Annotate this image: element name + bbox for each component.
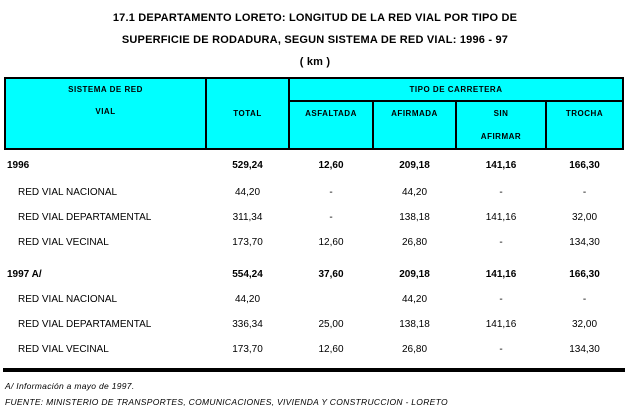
row-label: RED VIAL NACIONAL (18, 294, 118, 305)
table-header (5, 78, 623, 149)
value-cell: 138,18 (399, 212, 430, 223)
header-trocha (546, 101, 623, 149)
header-afirmada (373, 101, 456, 149)
value-cell: 12,60 (318, 237, 344, 248)
row-label: 1996 (7, 159, 30, 171)
table-row (5, 180, 623, 205)
value-cell: 209,18 (399, 159, 430, 171)
title-line-2: SUPERFICIE DE RODADURA, SEGUN SISTEMA DE RED VIAL: 1996 - 97 (121, 34, 509, 46)
value-cell: 32,00 (571, 212, 598, 223)
table-body (5, 149, 623, 362)
value-cell: 554,24 (232, 269, 263, 280)
spacer-cell (5, 255, 623, 262)
row-label: RED VIAL VECINAL (18, 344, 109, 355)
header-sin-afirmar-line-1: SIN (493, 109, 509, 118)
row-label: 1997 A/ (7, 269, 42, 280)
row-label: RED VIAL NACIONAL (18, 187, 118, 198)
value-cell: 166,30 (569, 269, 600, 280)
value-cell: - (499, 237, 503, 248)
spacer-row (5, 255, 623, 262)
value-cell: 311,34 (232, 212, 263, 223)
road-network-table (4, 77, 624, 362)
value-cell: 173,70 (232, 344, 263, 355)
row-label: RED VIAL VECINAL (18, 237, 109, 248)
value-cell: 209,18 (399, 269, 430, 280)
value-cell: 44,20 (234, 294, 261, 305)
table-row (5, 149, 623, 180)
header-afirmada-label: AFIRMADA (391, 109, 438, 118)
value-cell: - (329, 212, 333, 223)
header-tipo-de-carretera: TIPO DE CARRETERA (289, 78, 623, 101)
value-cell: 12,60 (318, 159, 344, 171)
table-row (5, 230, 623, 255)
footnote-note: A/ Información a mayo de 1997. (5, 381, 135, 391)
value-cell: 44,20 (401, 294, 428, 305)
value-cell: 141,16 (485, 269, 517, 280)
value-cell: - (582, 294, 587, 305)
value-cell: - (329, 187, 333, 198)
value-cell: 141,16 (485, 319, 517, 330)
row-label: RED VIAL DEPARTAMENTAL (18, 319, 152, 330)
value-cell: 336,34 (232, 319, 263, 330)
value-cell: 173,70 (232, 237, 263, 248)
table-row (5, 312, 623, 337)
row-label: RED VIAL DEPARTAMENTAL (18, 212, 152, 223)
value-cell: - (499, 294, 503, 305)
value-cell: 44,20 (234, 187, 261, 198)
table-row (5, 337, 623, 362)
value-cell: - (499, 344, 503, 355)
header-trocha-label: TROCHA (565, 109, 604, 118)
value-cell: 134,30 (569, 237, 600, 248)
value-cell: 166,30 (569, 159, 600, 171)
footnote-source: FUENTE: MINISTERIO DE TRANSPORTES, COMUNICACIONES, VIVIENDA Y CONSTRUCCION - LORETO (5, 397, 448, 407)
table-row (5, 287, 623, 312)
value-cell: 25,00 (318, 319, 344, 330)
value-cell: 37,60 (318, 269, 344, 280)
value-cell: 138,18 (399, 319, 430, 330)
header-total: TOTAL (206, 78, 289, 149)
value-cell: 141,16 (485, 212, 517, 223)
value-cell: 26,80 (401, 237, 428, 248)
value-cell: 12,60 (318, 344, 344, 355)
value-cell: 26,80 (401, 344, 428, 355)
header-sistema-de-red-vial (5, 78, 206, 149)
header-sistema-line-2: VIAL (95, 107, 116, 116)
header-asfaltada (289, 101, 373, 149)
table-row (5, 205, 623, 230)
value-cell: - (582, 187, 587, 198)
table-row (5, 262, 623, 287)
value-cell: 141,16 (485, 159, 517, 171)
bottom-rule (3, 368, 625, 372)
header-sin-afirmar (456, 101, 546, 149)
header-sistema-line-1: SISTEMA DE RED (68, 85, 143, 94)
value-cell: 134,30 (569, 344, 600, 355)
title-line-1: 17.1 DEPARTAMENTO LORETO: LONGITUD DE LA RED VIAL POR TIPO DE (112, 12, 518, 24)
header-sin-afirmar-line-2: AFIRMAR (480, 132, 522, 141)
value-cell (289, 287, 373, 312)
header-asfaltada-label: ASFALTADA (305, 109, 357, 118)
value-cell: 44,20 (401, 187, 428, 198)
value-cell: 529,24 (232, 159, 263, 171)
value-cell: - (499, 187, 503, 198)
value-cell: 32,00 (571, 319, 598, 330)
table-title (0, 0, 630, 73)
title-line-3: ( km ) (299, 56, 331, 68)
footnotes (5, 378, 630, 407)
